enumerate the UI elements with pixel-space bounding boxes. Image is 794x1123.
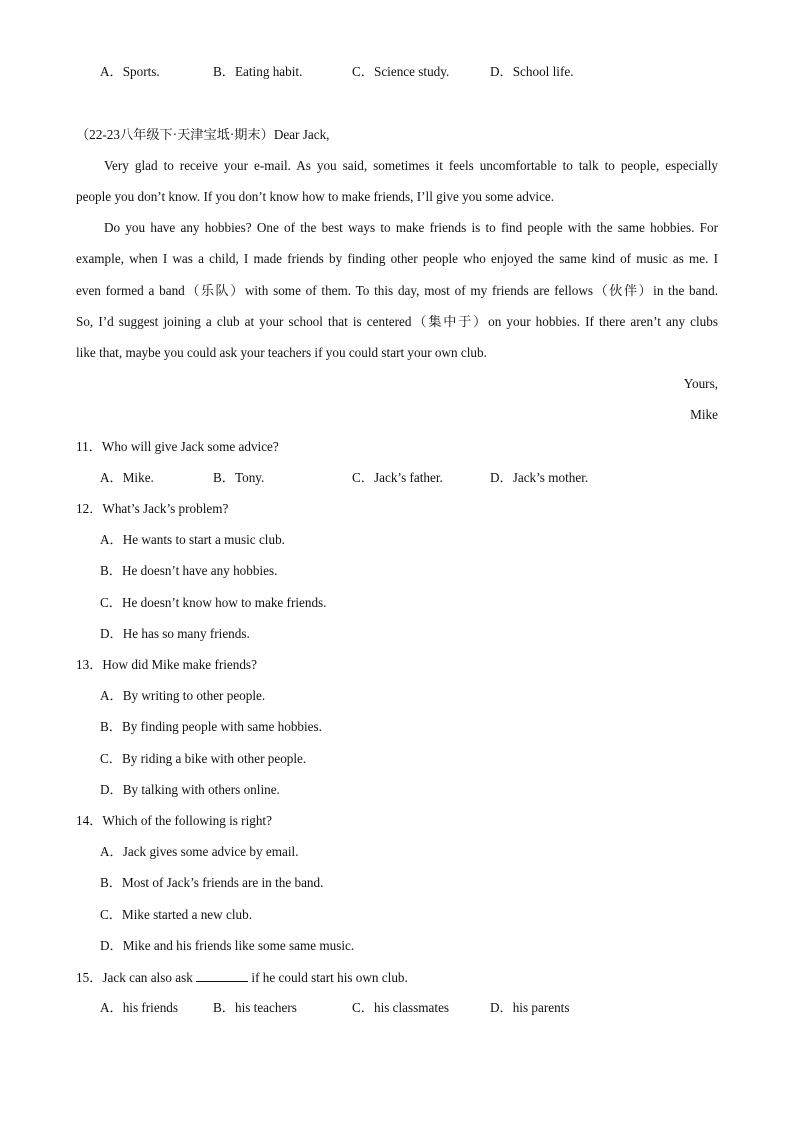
source-label: （22-23八年级下·天津宝坻·期末） [76, 127, 274, 142]
option-d: D．Mike and his friends like some same music. [100, 938, 355, 953]
passage-line: example, when I was a child, I made friends by finding other people who enjoyed the same kind of music as me. I [76, 251, 718, 266]
option-c: C．By riding a bike with other people. [100, 751, 307, 766]
question-stem: 14．Which of the following is right? [76, 813, 272, 828]
stem-after-blank: if he could start his own club. [251, 970, 408, 985]
option-c: C．He doesn’t know how to make friends. [100, 595, 327, 610]
passage-line: Very glad to receive your e-mail. As you said, sometimes it feels uncomfortable to talk to people, especially [104, 158, 718, 173]
option-b: B．He doesn’t have any hobbies. [100, 563, 278, 578]
option-a: A．Sports. [100, 64, 160, 79]
signature: Mike [690, 407, 718, 422]
greeting: Dear Jack, [273, 127, 330, 142]
option-c: C．Jack’s father. [352, 470, 443, 485]
passage-line: people you don’t know. If you don’t know how to make friends, I’ll give you some advice. [76, 189, 555, 204]
option-d: D．Jack’s mother. [490, 470, 589, 485]
passage-line: even formed a band（乐队）with some of them. To this day, most of my friends are fellows（伙伴）in the band. [76, 283, 718, 298]
option-b: B．Eating habit. [213, 64, 303, 79]
option-d: D．School life. [490, 64, 574, 79]
option-d: D．By talking with others online. [100, 782, 280, 797]
option-b: B．Tony. [213, 470, 265, 485]
passage-heading [76, 127, 329, 143]
passage-line: So, I’d suggest joining a club at your school that is centered（集中于）on your hobbies. If there aren’t any clubs [76, 314, 718, 329]
option-b: B．his teachers [213, 1000, 297, 1015]
option-c: C．Science study. [352, 64, 450, 79]
answer-blank [196, 969, 248, 982]
question-stem [76, 969, 408, 986]
question-stem: 12．What’s Jack’s problem? [76, 501, 229, 516]
passage-line: like that, maybe you could ask your teachers if you could start your own club. [76, 345, 487, 360]
stem-before-blank: 15．Jack can also ask [76, 970, 193, 985]
option-a: A．Mike. [100, 470, 154, 485]
option-b: B．By finding people with same hobbies. [100, 719, 322, 734]
closing: Yours, [683, 376, 718, 391]
option-d: D．his parents [490, 1000, 570, 1015]
option-a: A．his friends [100, 1000, 179, 1015]
option-d: D．He has so many friends. [100, 626, 250, 641]
option-c: C．his classmates [352, 1000, 450, 1015]
option-b: B．Most of Jack’s friends are in the band. [100, 875, 324, 890]
option-a: A．Jack gives some advice by email. [100, 844, 299, 859]
question-stem: 13．How did Mike make friends? [76, 657, 257, 672]
option-c: C．Mike started a new club. [100, 907, 252, 922]
passage-line: Do you have any hobbies? One of the best ways to make friends is to find people with the same hobbies. For [104, 220, 718, 235]
question-stem: 11．Who will give Jack some advice? [76, 439, 279, 454]
option-a: A．He wants to start a music club. [100, 532, 285, 547]
option-a: A．By writing to other people. [100, 688, 266, 703]
